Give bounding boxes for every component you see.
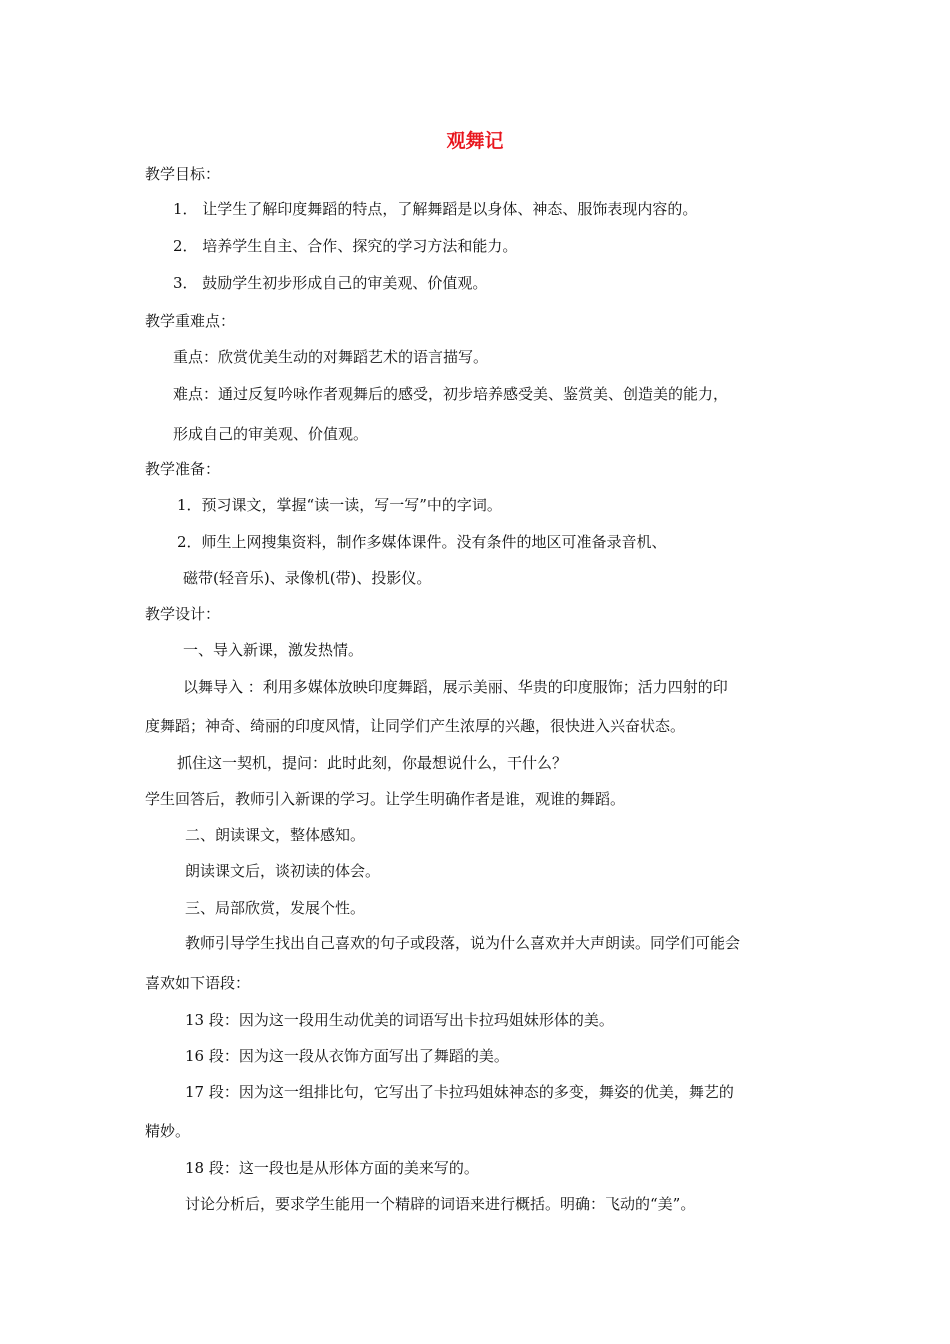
heading-key-points: 教学重难点： bbox=[145, 312, 236, 330]
prep-item-2-cont: 磁带(轻音乐)、录像机(带)、投影仪。 bbox=[183, 569, 432, 587]
key-point-line: 重点：欣赏优美生动的对舞蹈艺术的语言描写。 bbox=[173, 348, 489, 366]
list-item: 18 段：这一段也是从形体方面的美来写的。 bbox=[185, 1159, 479, 1177]
goal-item-1: 1． 让学生了解印度舞蹈的特点，了解舞蹈是以身体、神态、服饰表现内容的。 bbox=[173, 200, 698, 218]
list-item: 16 段：因为这一段从衣饰方面写出了舞蹈的美。 bbox=[185, 1047, 509, 1065]
section-heading-1: 一、导入新课，激发热情。 bbox=[183, 641, 364, 659]
goal-item-2: 2． 培养学生自主、合作、探究的学习方法和能力。 bbox=[173, 237, 518, 255]
list-item-cont: 精妙。 bbox=[145, 1122, 191, 1140]
difficult-point-line: 难点：通过反复吟咏作者观舞后的感受，初步培养感受美、鉴赏美、创造美的能力， bbox=[173, 385, 729, 403]
section-heading-2: 二、朗读课文，整体感知。 bbox=[185, 826, 366, 844]
paragraph-line: 度舞蹈；神奇、绮丽的印度风情，让同学们产生浓厚的兴趣，很快进入兴奋状态。 bbox=[145, 717, 686, 735]
prep-item-1: 1．预习课文，掌握“读一读，写一写”中的字词。 bbox=[177, 496, 502, 514]
section-heading-3: 三、局部欣赏，发展个性。 bbox=[185, 899, 366, 917]
paragraph-line: 以舞导入 ：利用多媒体放映印度舞蹈，展示美丽、华贵的印度服饰；活力四射的印 bbox=[183, 678, 728, 696]
paragraph-line: 教师引导学生找出自己喜欢的句子或段落，说为什么喜欢并大声朗读。同学们可能会 bbox=[185, 934, 741, 952]
paragraph-line: 朗读课文后，谈初读的体会。 bbox=[185, 862, 381, 880]
goal-item-3: 3． 鼓励学生初步形成自己的审美观、价值观。 bbox=[173, 274, 488, 292]
heading-teaching-goals: 教学目标： bbox=[145, 165, 221, 183]
heading-preparation: 教学准备： bbox=[145, 460, 221, 478]
difficult-point-line-cont: 形成自己的审美观、价值观。 bbox=[173, 425, 369, 443]
heading-design: 教学设计： bbox=[145, 605, 221, 623]
list-item: 13 段：因为这一段用生动优美的词语写出卡拉玛姐妹形体的美。 bbox=[185, 1011, 614, 1029]
paragraph-line: 喜欢如下语段： bbox=[145, 974, 251, 992]
paragraph-line: 抓住这一契机，提问：此时此刻，你最想说什么，干什么？ bbox=[177, 754, 568, 772]
list-item: 17 段：因为这一组排比句，它写出了卡拉玛姐妹神态的多变，舞姿的优美，舞艺的 bbox=[185, 1083, 734, 1101]
prep-item-2: 2．师生上网搜集资料，制作多媒体课件。没有条件的地区可准备录音机、 bbox=[177, 533, 667, 551]
paragraph-line: 学生回答后，教师引入新课的学习。让学生明确作者是谁，观谁的舞蹈。 bbox=[145, 790, 626, 808]
paragraph-line: 讨论分析后，要求学生能用一个精辟的词语来进行概括。明确：飞动的“美”。 bbox=[185, 1195, 696, 1213]
document-title: 观舞记 bbox=[446, 130, 504, 152]
